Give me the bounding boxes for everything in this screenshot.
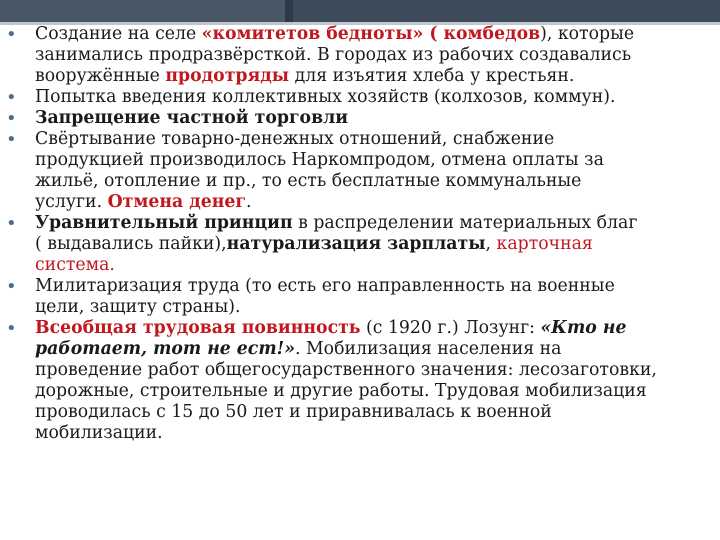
text-segment: . Мобилизация населения на bbox=[295, 339, 562, 359]
text-segment: услуги. bbox=[35, 192, 108, 212]
bullet-item bbox=[0, 87, 720, 108]
text-segment: дорожные, строительные и другие работы. Трудовая мобилизация bbox=[35, 381, 647, 401]
bullet-line bbox=[35, 318, 720, 339]
bullet-line bbox=[35, 171, 720, 192]
text-segment: Милитаризация труда (то есть его направленность на военные bbox=[35, 276, 615, 296]
bullet-line bbox=[35, 234, 720, 255]
bullet-line bbox=[35, 360, 720, 381]
text-segment: карточная bbox=[496, 234, 593, 254]
bullet-item bbox=[0, 318, 720, 444]
bullet-line bbox=[35, 423, 720, 444]
text-segment: вооружённые bbox=[35, 66, 166, 86]
bullet-line bbox=[35, 45, 720, 66]
text-segment: Запрещение частной торговли bbox=[35, 108, 349, 128]
text-segment: проводилась с 15 до 50 лет и приравнивалась к военной bbox=[35, 402, 552, 422]
text-segment: Уравнительный принцип bbox=[35, 213, 293, 233]
bullet-line bbox=[35, 276, 720, 297]
bullet-line bbox=[35, 24, 720, 45]
bullet-line bbox=[35, 192, 720, 213]
bullet-line bbox=[35, 150, 720, 171]
bullet-list bbox=[0, 24, 720, 444]
text-segment: продотряды bbox=[165, 66, 290, 86]
text-segment: Создание на селе bbox=[35, 24, 202, 44]
text-segment: натурализация зарплаты bbox=[226, 234, 486, 254]
bullet-line bbox=[35, 66, 720, 87]
text-segment: система. bbox=[35, 255, 115, 275]
text-segment: Свёртывание товарно-денежных отношений, снабжение bbox=[35, 129, 555, 149]
bullet-line bbox=[35, 213, 720, 234]
text-segment: ( выдавались пайки), bbox=[35, 234, 227, 254]
bullet-item bbox=[0, 213, 720, 276]
slide-header-bar bbox=[0, 0, 720, 22]
text-segment: проведение работ общегосударственного значения: лесозаготовки, bbox=[35, 360, 657, 380]
text-segment: жильё, отопление и пр., то есть бесплатные коммунальные bbox=[35, 171, 582, 191]
bullet-line bbox=[35, 87, 720, 108]
bullet-line bbox=[35, 129, 720, 150]
text-segment: . bbox=[245, 192, 252, 212]
bullet-line bbox=[35, 108, 720, 129]
bullet-line bbox=[35, 402, 720, 423]
text-segment: Всеобщая трудовая повинность bbox=[35, 318, 361, 338]
text-segment: работает, тот не ест!» bbox=[35, 339, 295, 359]
text-segment: в распределении материальных благ bbox=[292, 213, 638, 233]
bullet-line bbox=[35, 297, 720, 318]
text-segment: цели, защиту страны). bbox=[35, 297, 241, 317]
text-segment: продукцией производилось Наркомпродом, отмена оплаты за bbox=[35, 150, 604, 170]
header-bar-accent bbox=[285, 0, 293, 22]
bullet-item bbox=[0, 129, 720, 213]
bullet-line bbox=[35, 255, 720, 276]
text-segment: занимались продразвёрсткой. В городах из рабочих создавались bbox=[35, 45, 632, 65]
bullet-line bbox=[35, 339, 720, 360]
text-segment: для изъятия хлеба у крестьян. bbox=[289, 66, 575, 86]
text-segment: Отмена денег bbox=[107, 192, 246, 212]
bullet-line bbox=[35, 381, 720, 402]
text-segment: «комитетов бедноты» ( комбедов bbox=[201, 24, 541, 44]
bullet-item bbox=[0, 24, 720, 87]
text-segment: мобилизации. bbox=[35, 423, 163, 443]
bullet-item bbox=[0, 276, 720, 318]
header-bar-segment bbox=[0, 0, 285, 22]
bullet-item bbox=[0, 108, 720, 129]
text-segment: , bbox=[485, 234, 497, 254]
text-segment: «Кто не bbox=[540, 318, 627, 338]
text-segment: Попытка введения коллективных хозяйств (колхозов, коммун). bbox=[35, 87, 616, 107]
text-segment: ), которые bbox=[540, 24, 635, 44]
text-segment: (с 1920 г.) Лозунг: bbox=[360, 318, 541, 338]
